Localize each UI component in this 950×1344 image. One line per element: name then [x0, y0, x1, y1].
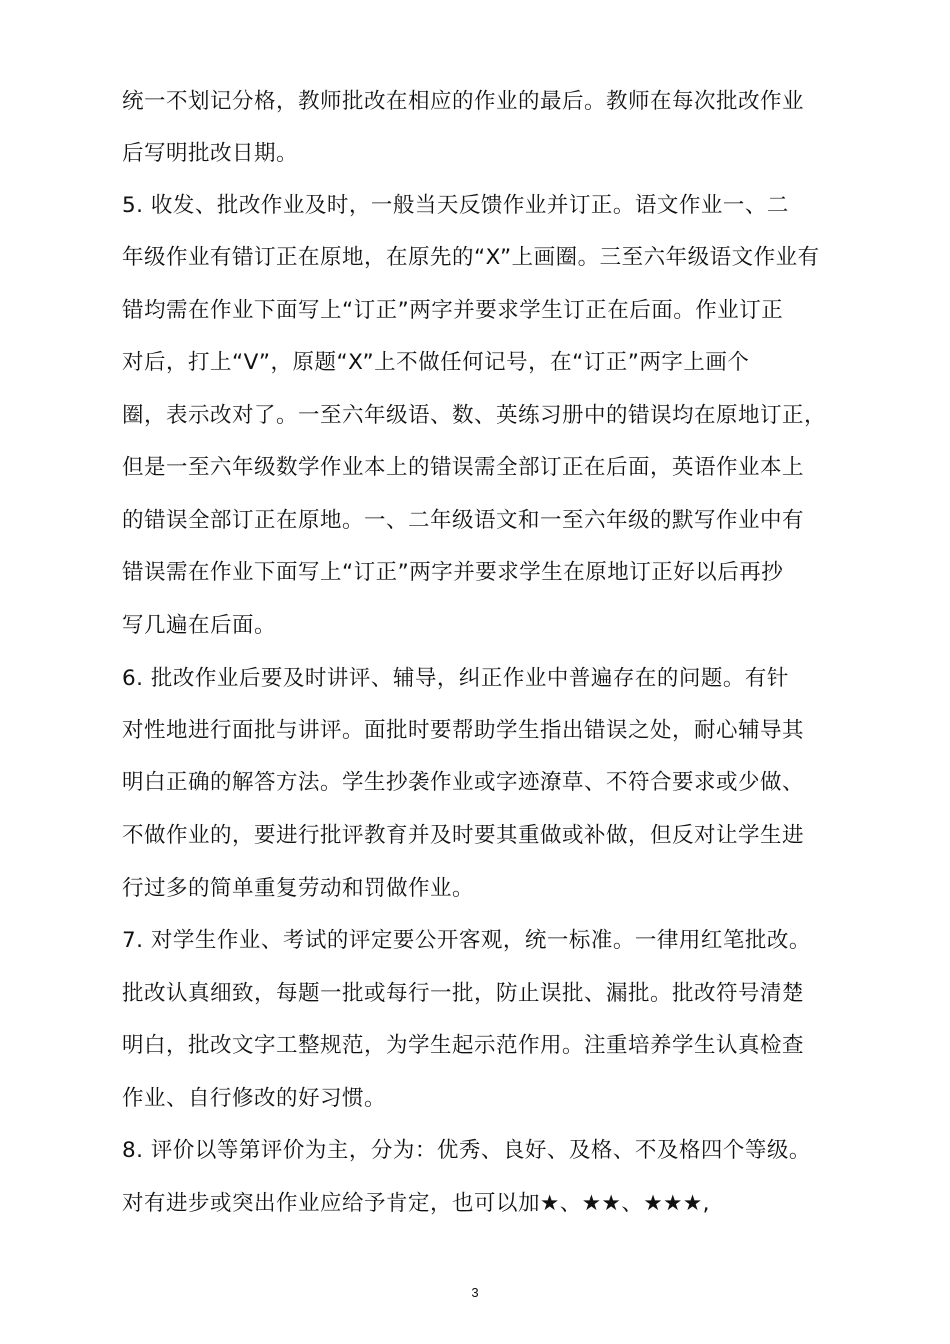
text-line: 对有进步或突出作业应给予肯定，也可以加★、★★、★★★,: [122, 1191, 710, 1216]
text-line: 明白，批改文字工整规范，为学生起示范作用。注重培养学生认真检查: [122, 1033, 805, 1058]
text-line: 统一不划记分格，教师批改在相应的作业的最后。教师在每次批改作业: [122, 89, 805, 114]
text-line: 明白正确的解答方法。学生抄袭作业或字迹潦草、不符合要求或少做、: [122, 770, 805, 795]
text-line: 对性地进行面批与讲评。面批时要帮助学生指出错误之处，耐心辅导其: [122, 718, 805, 743]
text-line: 错均需在作业下面写上“订正”两字并要求学生订正在后面。作业订正: [122, 298, 784, 323]
text-line: 批改认真细致，每题一批或每行一批，防止误批、漏批。批改符号清楚: [122, 981, 805, 1006]
page-number: 3: [471, 1285, 479, 1300]
text-line: 的错误全部订正在原地。一、二年级语文和一至六年级的默写作业中有: [122, 508, 805, 533]
text-line: 但是一至六年级数学作业本上的错误需全部订正在后面，英语作业本上: [122, 455, 805, 480]
text-line: 作业、自行修改的好习惯。: [122, 1086, 387, 1111]
text-line: 写几遍在后面。: [122, 613, 277, 638]
text-line: 6. 批改作业后要及时讲评、辅导，纠正作业中普遍存在的问题。有针: [122, 666, 789, 691]
text-line: 7. 对学生作业、考试的评定要公开客观，统一标准。一律用红笔批改。: [122, 928, 811, 953]
text-line: 对后，打上“V”，原题“X”上不做任何记号，在“订正”两字上画个: [122, 350, 750, 375]
text-line: 错误需在作业下面写上“订正”两字并要求学生在原地订正好以后再抄: [122, 560, 784, 585]
text-line: 5. 收发、批改作业及时，一般当天反馈作业并订正。语文作业一、二: [122, 193, 789, 218]
text-line: 圈，表示改对了。一至六年级语、数、英练习册中的错误均在原地订正，: [122, 403, 827, 428]
text-line: 行过多的简单重复劳动和罚做作业。: [122, 876, 475, 901]
text-line: 后写明批改日期。: [122, 141, 299, 166]
text-line: 8. 评价以等第评价为主，分为：优秀、良好、及格、不及格四个等级。: [122, 1138, 811, 1163]
text-line: 年级作业有错订正在原地，在原先的“X”上画圈。三至六年级语文作业有: [122, 245, 820, 270]
text-line: 不做作业的，要进行批评教育并及时要其重做或补做，但反对让学生进: [122, 823, 805, 848]
